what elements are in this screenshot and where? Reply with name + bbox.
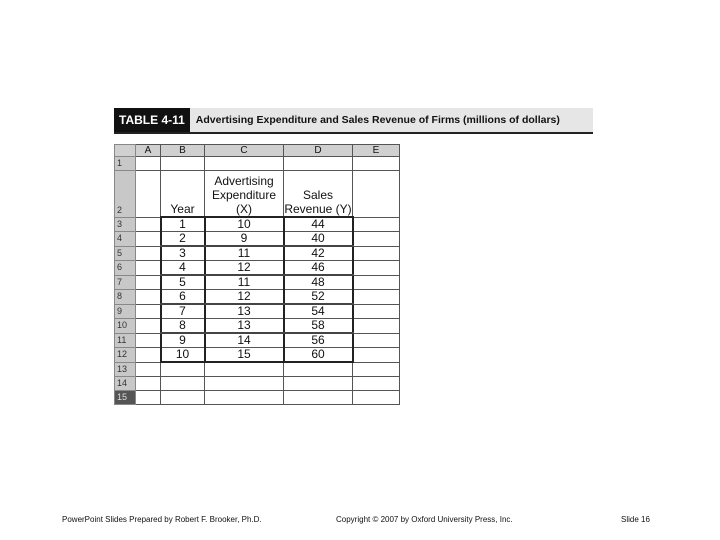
cell[interactable]	[284, 157, 353, 171]
row-header[interactable]: 12	[115, 348, 136, 363]
row-header[interactable]: 7	[115, 275, 136, 290]
table-row	[115, 290, 400, 305]
cell[interactable]	[353, 377, 400, 391]
footer-copyright: Copyright © 2007 by Oxford University Press, Inc.	[336, 515, 513, 524]
cell-x[interactable]: 11	[205, 275, 284, 290]
cell[interactable]	[136, 157, 161, 171]
cell[interactable]	[353, 171, 400, 218]
cell[interactable]	[161, 391, 205, 405]
row-header[interactable]: 5	[115, 246, 136, 261]
row-header[interactable]: 3	[115, 217, 136, 232]
cell-year[interactable]: 7	[161, 304, 205, 319]
cell[interactable]	[136, 333, 161, 348]
row-header[interactable]: 1	[115, 157, 136, 171]
cell[interactable]	[353, 333, 400, 348]
cell[interactable]	[353, 304, 400, 319]
cell-y[interactable]: 48	[284, 275, 353, 290]
row-header[interactable]: 6	[115, 261, 136, 276]
table-row	[115, 217, 400, 232]
column-header-b[interactable]: B	[161, 145, 205, 157]
row-header[interactable]: 11	[115, 333, 136, 348]
cell[interactable]	[284, 391, 353, 405]
cell-y[interactable]: 56	[284, 333, 353, 348]
cell-year[interactable]: 9	[161, 333, 205, 348]
cell-year[interactable]: 8	[161, 319, 205, 334]
table-row	[115, 157, 400, 171]
cell[interactable]	[353, 362, 400, 377]
cell[interactable]	[205, 157, 284, 171]
corner-cell	[115, 145, 136, 157]
header-advertising[interactable]: Advertising Expenditure (X)	[205, 171, 284, 218]
row-header[interactable]: 15	[115, 391, 136, 405]
cell[interactable]	[353, 157, 400, 171]
cell[interactable]	[353, 391, 400, 405]
table-row	[115, 362, 400, 377]
cell-y[interactable]: 58	[284, 319, 353, 334]
row-header[interactable]: 2	[115, 171, 136, 218]
cell[interactable]	[353, 232, 400, 247]
row-header[interactable]: 9	[115, 304, 136, 319]
cell-year[interactable]: 4	[161, 261, 205, 276]
cell[interactable]	[353, 275, 400, 290]
table-row	[115, 319, 400, 334]
table-row	[115, 171, 400, 218]
cell-year[interactable]: 1	[161, 217, 205, 232]
cell-x[interactable]: 15	[205, 348, 284, 363]
cell[interactable]	[136, 217, 161, 232]
header-year[interactable]: Year	[161, 171, 205, 218]
column-header-e[interactable]: E	[353, 145, 400, 157]
cell[interactable]	[136, 246, 161, 261]
cell[interactable]	[205, 377, 284, 391]
cell[interactable]	[205, 391, 284, 405]
cell-y[interactable]: 60	[284, 348, 353, 363]
cell[interactable]	[284, 377, 353, 391]
cell-y[interactable]: 40	[284, 232, 353, 247]
row-header[interactable]: 8	[115, 290, 136, 305]
cell-x[interactable]: 13	[205, 319, 284, 334]
cell-y[interactable]: 52	[284, 290, 353, 305]
cell-year[interactable]: 3	[161, 246, 205, 261]
table-row	[115, 246, 400, 261]
cell[interactable]	[136, 362, 161, 377]
cell-x[interactable]: 10	[205, 217, 284, 232]
table-number: TABLE 4-11	[114, 108, 190, 132]
cell[interactable]	[161, 362, 205, 377]
cell-x[interactable]: 9	[205, 232, 284, 247]
cell[interactable]	[353, 246, 400, 261]
row-header[interactable]: 10	[115, 319, 136, 334]
table-row	[115, 275, 400, 290]
cell-year[interactable]: 5	[161, 275, 205, 290]
cell-y[interactable]: 54	[284, 304, 353, 319]
cell-y[interactable]: 46	[284, 261, 353, 276]
table-row	[115, 348, 400, 363]
cell[interactable]	[136, 261, 161, 276]
row-header[interactable]: 14	[115, 377, 136, 391]
cell-x[interactable]: 11	[205, 246, 284, 261]
table-row	[115, 333, 400, 348]
cell[interactable]	[205, 362, 284, 377]
cell[interactable]	[353, 290, 400, 305]
cell[interactable]	[136, 171, 161, 218]
cell[interactable]	[136, 348, 161, 363]
cell[interactable]	[353, 217, 400, 232]
cell[interactable]	[136, 377, 161, 391]
cell-x[interactable]: 12	[205, 261, 284, 276]
cell[interactable]	[136, 391, 161, 405]
cell-y[interactable]: 42	[284, 246, 353, 261]
cell[interactable]	[136, 275, 161, 290]
cell-year[interactable]: 2	[161, 232, 205, 247]
table-row	[115, 391, 400, 405]
cell[interactable]	[136, 232, 161, 247]
column-header-row	[115, 145, 400, 157]
column-header-d[interactable]: D	[284, 145, 353, 157]
footer-author: PowerPoint Slides Prepared by Robert F. Brooker, Ph.D.	[62, 515, 262, 524]
cell-year[interactable]: 6	[161, 290, 205, 305]
cell-x[interactable]: 14	[205, 333, 284, 348]
cell-x[interactable]: 13	[205, 304, 284, 319]
cell[interactable]	[136, 304, 161, 319]
table-title-bar	[114, 108, 593, 134]
cell[interactable]	[161, 157, 205, 171]
table-row	[115, 232, 400, 247]
table-row	[115, 261, 400, 276]
cell[interactable]	[161, 377, 205, 391]
cell-y[interactable]: 44	[284, 217, 353, 232]
cell[interactable]	[284, 362, 353, 377]
cell[interactable]	[136, 290, 161, 305]
footer-slide-number: Slide 16	[621, 515, 650, 524]
spreadsheet-table	[114, 144, 400, 405]
header-sales[interactable]: Sales Revenue (Y)	[284, 171, 353, 218]
cell[interactable]	[136, 319, 161, 334]
cell[interactable]	[353, 348, 400, 363]
row-header[interactable]: 4	[115, 232, 136, 247]
cell[interactable]	[353, 261, 400, 276]
table-row	[115, 377, 400, 391]
cell-x[interactable]: 12	[205, 290, 284, 305]
cell[interactable]	[353, 319, 400, 334]
table-title: Advertising Expenditure and Sales Revenue of Firms (millions of dollars)	[195, 114, 560, 126]
column-header-a[interactable]: A	[136, 145, 161, 157]
table-row	[115, 304, 400, 319]
column-header-c[interactable]: C	[205, 145, 284, 157]
row-header[interactable]: 13	[115, 362, 136, 377]
cell-year[interactable]: 10	[161, 348, 205, 363]
